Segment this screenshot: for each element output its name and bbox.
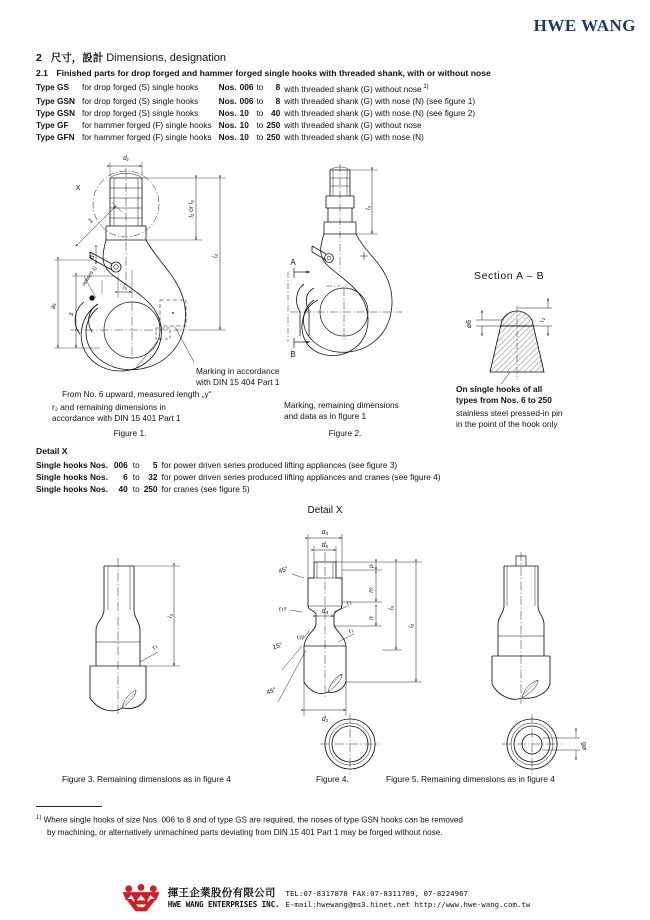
figure2-note: [284, 400, 434, 422]
type-row-nos: Nos.: [218, 107, 237, 118]
hwe-wang-logo-icon: [120, 884, 162, 914]
section-heading: [36, 50, 226, 65]
fig1-label-upward: upward 1): [80, 265, 99, 288]
detail-x-row: [36, 472, 441, 484]
type-row-upto: 250: [266, 119, 281, 130]
fig4-dim-m: m: [368, 587, 375, 593]
type-row-upto: 8: [275, 95, 281, 106]
section-ab-title: Section A – B: [474, 270, 545, 282]
type-row-nos: Nos.: [218, 95, 237, 106]
section-ab-dim-r2: r₂: [539, 317, 546, 323]
type-row-desc: for hammer forged (F) single hooks: [82, 119, 212, 130]
type-row: [36, 108, 475, 120]
type-row-type: Type GF: [36, 119, 69, 130]
fig4-dim-n: n: [368, 616, 375, 620]
type-row-to: to: [256, 131, 264, 142]
type-row-to: to: [256, 95, 264, 106]
figure1-r2-note-line2: accordance with DIN 15 401 Part 1: [52, 413, 181, 423]
type-row-nos: Nos.: [218, 82, 237, 92]
type-row-nos: Nos.: [218, 119, 237, 130]
type-row-upto: 250: [266, 131, 281, 142]
type-row-from: 10: [239, 119, 249, 130]
detail-x-row-label: Single hooks Nos.: [36, 460, 108, 470]
detail-x-row-upto: 250: [143, 484, 158, 494]
figure-5-end-view: [500, 712, 590, 776]
type-row-to: to: [256, 107, 264, 118]
fig4-angle-15: 15°: [271, 641, 284, 652]
fig4-dim-d4: d₄: [321, 608, 329, 615]
fig3-dim-r1: r₁: [150, 643, 159, 651]
fig4-angle-45-bot: 45°: [265, 686, 278, 697]
fig3-dim-l3: l₃: [167, 613, 174, 619]
fig1-dim-z: z: [68, 312, 75, 316]
figure3-caption: Figure 3. Remaining dimensions as in figure 4: [62, 774, 231, 784]
section-title-en: Dimensions, designation: [106, 52, 227, 64]
detail-x-row-label: Single hooks Nos.: [36, 484, 108, 494]
fig1-dim-d7: d₇: [90, 253, 96, 259]
section-ab-note-line1: On single hooks of all: [456, 384, 543, 394]
section-number: 2: [36, 52, 42, 64]
type-row-desc: for drop forged (S) single hooks: [82, 82, 199, 92]
fig4-dim-r10a: r₁₀: [278, 604, 287, 613]
type-row-rest: with threaded shank (G) without nose $^{1)}$: [284, 83, 429, 94]
page-footer: [0, 884, 650, 914]
type-designation-table: [36, 82, 475, 144]
fig4-dim-d3: d₃: [321, 530, 329, 536]
type-row-desc: for hammer forged (F) single hooks: [82, 131, 212, 142]
company-name-cjk: 揮王企業股份有限公司: [167, 886, 276, 899]
section-ab-note-line4: in the point of the hook only: [456, 419, 558, 429]
figure-2-drawing: [284, 160, 434, 390]
detail-x-row-from: 006: [113, 460, 128, 470]
type-row-type: Type GFN: [36, 131, 75, 142]
detail-x-row-from: 6: [123, 472, 128, 482]
type-row: [36, 120, 475, 132]
detail-x-table: [36, 460, 441, 496]
fig1-dim-l4: l₄: [212, 253, 219, 259]
detail-x-row-to: to: [132, 460, 140, 470]
type-row-to: to: [256, 82, 264, 92]
fig4-angle-45-top: 45°: [277, 565, 290, 576]
detail-x-row-label: Single hooks Nos.: [36, 472, 108, 482]
figure1-marking-note-line2: with DIN 15 404 Part 1: [196, 377, 280, 387]
fig4-dim-l3: l₃: [388, 605, 395, 611]
type-row-rest: with threaded shank (G) with nose (N) (see figure 2): [284, 107, 476, 118]
contact-mail-line: E-mail:hwewang@ms3.hinet.net http://www.hwe-wang.com.tw: [285, 900, 531, 909]
type-row-rest: with threaded shank (G) without nose: [284, 119, 422, 130]
section-ab-note-line2: types from Nos. 6 to 250: [456, 395, 552, 405]
company-name-en: HWE WANG ENTERPRISES INC.: [167, 900, 280, 909]
fig4-dim-d5: d₅: [321, 542, 329, 549]
fig4-dim-l4: l₄: [408, 623, 415, 629]
type-row-upto: 8: [275, 82, 281, 92]
type-row-from: 10: [239, 131, 249, 142]
detail-x-row-to: to: [132, 472, 140, 482]
fig4-dim-d2: d₂: [321, 716, 329, 723]
figure2-note-line2: and data as in figure 1: [284, 411, 367, 421]
section-ab-note-plain: [456, 408, 642, 430]
type-row-type: Type GS: [36, 82, 70, 92]
detail-x-row-upto: 32: [148, 472, 158, 482]
figure-4-end-view: [318, 712, 382, 776]
type-row-from: 10: [239, 107, 249, 118]
brand-logo-text: HWE WANG: [533, 16, 636, 35]
fig2-section-b: B: [290, 350, 296, 359]
type-row-nos: Nos.: [218, 131, 237, 142]
fig2-section-a: A: [290, 258, 296, 267]
type-row-type: Type GSN: [36, 95, 76, 106]
figure-5-drawing: [478, 552, 588, 722]
detail-x-center-title: Detail X: [307, 505, 343, 516]
footnote-rule: [36, 806, 102, 807]
section-ab-dim-d6: ⌀6: [466, 319, 473, 329]
figure1-r2-note: [52, 402, 242, 424]
fig1-callout-x: X: [75, 183, 81, 192]
fig2-dim-l3: l₃: [365, 205, 372, 211]
section-title-cjk: 尺寸，設計: [50, 52, 104, 64]
figure5-caption: Figure 5. Remaining dimensions as in figure 4: [386, 774, 555, 784]
detail-x-row-rest: for power driven series produced lifting appliances and cranes (see figure 4): [161, 472, 441, 482]
company-name-block: [168, 888, 280, 911]
section-ab-drawing: [460, 294, 590, 384]
fig1-dim-d1: d₁: [123, 155, 129, 162]
footnote-marker: 1): [36, 815, 42, 821]
type-row: [36, 96, 475, 108]
type-row-to: to: [256, 119, 264, 130]
footnote-line2: by machining, or alternatively unmachined parts deviating from DIN 15 401 Part 1 may be forged without nose.: [47, 827, 443, 837]
subsection-text: Finished parts for drop forged and hammer forged single hooks with threaded shank, with or without nose: [56, 68, 491, 78]
contact-block: [286, 888, 531, 911]
detail-x-row-rest: for power driven series produced lifting appliances (see figure 3): [161, 460, 398, 470]
type-row-desc: for drop forged (S) single hooks: [82, 107, 199, 118]
figure2-caption: Figure 2.: [328, 428, 362, 438]
type-row-rest: with threaded shank (G) with nose (N) (see figure 1): [284, 95, 476, 106]
detail-x-row-upto: 5: [152, 460, 158, 470]
footnote-line1: Where single hooks of size Nos. 006 to 8 and of type GS are required, the noses of type GSN hooks can be removed: [43, 815, 463, 825]
subsection-number: 2.1: [36, 68, 48, 78]
fig1-dim-l2l3: l₂ or l₃: [188, 200, 195, 218]
type-row: [36, 132, 475, 144]
detail-x-row: [36, 460, 441, 472]
figure1-marking-note-line1: Marking in accordance: [196, 366, 280, 376]
contact-tel-line: TEL:07-8317878 FAX:07-8311789, 07-8224967: [285, 888, 468, 898]
section-ab-note-bold: [456, 384, 642, 406]
fig4-dim-p: p: [368, 564, 375, 568]
figure1-fromno-note: From No. 6 upward, measured length „y“: [62, 389, 212, 399]
fig4-dim-r1: r₁: [347, 626, 355, 635]
type-row-type: Type GSN: [36, 107, 76, 118]
figure4-caption: Figure 4.: [316, 774, 349, 784]
subsection-heading: [36, 68, 491, 78]
fig4-dim-r2: r₂: [345, 598, 354, 608]
fig5-dim-d6: ⌀6: [581, 741, 588, 751]
detail-x-row-rest: for cranes (see figure 5): [161, 484, 250, 494]
type-row-footnote-marker: 1): [421, 84, 429, 90]
detail-x-row-to: to: [132, 484, 140, 494]
section-ab-note-line3: stainless steel pressed-in pin: [456, 408, 563, 418]
type-row-upto: 40: [270, 107, 281, 118]
figure2-note-line1: Marking, remaining dimensions: [284, 400, 399, 410]
detail-x-heading: Detail X: [36, 446, 68, 456]
figure1-r2-note-line1: r₂ and remaining dimensions in: [52, 402, 166, 412]
detail-x-row-from: 40: [118, 484, 128, 494]
figure1-caption: Figure 1.: [113, 428, 147, 438]
footnote: [36, 812, 626, 839]
figure-4-drawing: [250, 530, 450, 730]
type-row-desc: for drop forged (S) single hooks: [82, 95, 199, 106]
type-row-rest: with threaded shank (G) with nose (N): [284, 131, 424, 142]
type-row-from: 006: [239, 82, 254, 92]
figure-3-drawing: [78, 548, 208, 748]
detail-x-row: [36, 484, 441, 496]
fig1-dim-a1: a₁: [50, 303, 57, 309]
type-row: [36, 82, 475, 96]
fig4-dim-r10b: r₁₀: [295, 631, 306, 642]
fig1-dim-1: 1: [87, 217, 95, 225]
type-row-from: 006: [239, 95, 254, 106]
fig1-dim-l5: l₅: [123, 285, 127, 291]
